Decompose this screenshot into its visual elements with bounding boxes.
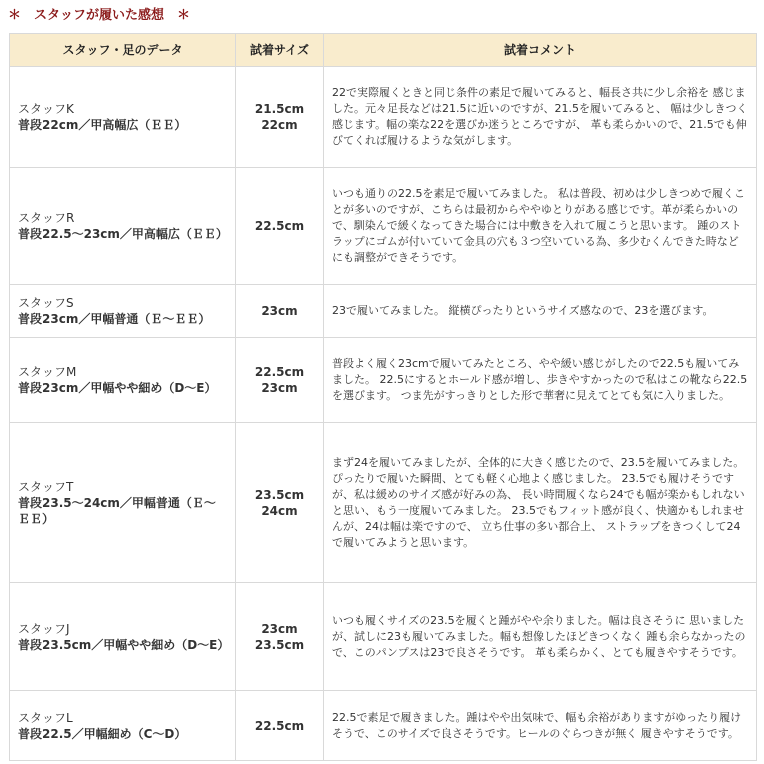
- staff-review-table: [9, 33, 757, 761]
- staff-name: スタッフS: [18, 296, 74, 310]
- comment-cell: まず24を履いてみましたが、全体的に大きく感じたので、23.5を履いてみました。 ぴったりで履いた瞬間、とても軽く心地よく感じました。 23.5でも履けそうですが、私は緩めのサイズ感が好みの為、 長い時間履くなら24でも幅が楽かもしれないと思い、もう一度履いてみました。 23.5でもフィット感が良く、快適かもしれませんが、24は幅は楽ですので、 立ち仕事の多い都合上、 ストラップをきつくして24で履いてみようと思います。: [324, 423, 757, 583]
- size-value: 22.5cm: [254, 219, 305, 233]
- header-comment: 試着コメント: [324, 34, 757, 67]
- table-row: [10, 67, 757, 168]
- size-value: 22.5cm: [254, 718, 305, 733]
- size-cell: [236, 67, 324, 168]
- header-staff: スタッフ・足のデータ: [10, 34, 236, 67]
- size-value: 24cm: [261, 503, 298, 518]
- comment-cell: 普段よく履く23cmで履いてみたところ、やや緩い感じがしたので22.5も履いてみました。 22.5にするとホールド感が増し、歩きやすかったので私はこの靴なら22.5を選びます。 つま先がすっきりとした形で華奢に見えてとても気に入りました。: [324, 338, 757, 423]
- size-cell: [236, 583, 324, 691]
- comment-cell: 23で履いてみました。 縦横ぴったりというサイズ感なので、23を選びます。: [324, 285, 757, 338]
- size-cell: [236, 285, 324, 338]
- size-cell: [236, 691, 324, 761]
- staff-name: スタッフJ: [18, 621, 70, 636]
- table-row: [10, 583, 757, 691]
- staff-cell: [10, 691, 236, 761]
- header-size: 試着サイズ: [236, 34, 324, 67]
- staff-cell: [10, 338, 236, 423]
- staff-foot-spec: 普段22.5～23cm／甲高幅広（ＥＥ）: [18, 227, 228, 241]
- staff-name: スタッフL: [18, 710, 73, 725]
- comment-cell: 22で実際履くときと同じ条件の素足で履いてみると、幅長さ共に少し余裕を 感じました。元々足長などは21.5に近いのですが、21.5を履いてみると、 幅は少しきつく感じます。幅の楽な22を選びか迷うところですが、 革も柔らかいので、21.5でも伸びてくれば履けるような気がします。: [324, 67, 757, 168]
- size-value: 22.5cm: [254, 365, 305, 379]
- staff-cell: [10, 168, 236, 285]
- table-row: [10, 168, 757, 285]
- size-value: 23cm: [261, 621, 298, 636]
- size-value: 23cm: [261, 381, 298, 395]
- size-value: 23.5cm: [254, 637, 305, 652]
- staff-cell: [10, 423, 236, 583]
- staff-foot-spec: 普段22cm／甲高幅広（ＥＥ）: [18, 118, 187, 132]
- comment-cell: いつも履くサイズの23.5を履くと踵がやや余りました。幅は良さそうに 思いましたが、試しに23も履いてみました。幅も想像したほどきつくなく 踵も余らなかったので、このパンプスは23で良さそうです。 革も柔らかく、とても履きやすそうです。: [324, 583, 757, 691]
- staff-foot-spec: 普段22.5／甲幅細め（C～D）: [18, 726, 187, 741]
- staff-foot-spec: 普段23.5cm／甲幅やや細め（D～E）: [18, 637, 230, 652]
- comment-cell: 22.5で素足で履きました。踵はやや出気味で、幅も余裕がありますがゆったり履けそうで、このサイズで良さそうです。ヒールのぐらつきが無く 履きやすそうです。: [324, 691, 757, 761]
- table-row: [10, 423, 757, 583]
- size-value: 22cm: [261, 118, 298, 132]
- table-row: [10, 338, 757, 423]
- staff-name: スタッフK: [18, 102, 74, 116]
- comment-cell: いつも通りの22.5を素足で履いてみました。 私は普段、初めは少しきつめで履くことが多いのですが、こちらは最初からややゆとりがある感じです。革が柔らかいので、馴染んで緩くなってきた場合には中敷きを入れて履こうと思います。 踵のストラップにゴムが付いていて金具の穴も３つ空いている為、多少むくんできた時などにも調整ができそうです。: [324, 168, 757, 285]
- size-cell: [236, 338, 324, 423]
- staff-name: スタッフM: [18, 365, 77, 379]
- staff-foot-spec: 普段23cm／甲幅やや細め（D～E）: [18, 381, 217, 395]
- staff-foot-spec: 普段23.5～24cm／甲幅普通（Ｅ～ＥＥ）: [18, 495, 216, 526]
- size-cell: [236, 423, 324, 583]
- size-cell: [236, 168, 324, 285]
- table-header-row: [10, 34, 757, 67]
- staff-name: スタッフR: [18, 211, 75, 225]
- size-value: 23.5cm: [254, 487, 305, 502]
- size-value: 23cm: [261, 304, 298, 318]
- staff-name: スタッフT: [18, 479, 74, 494]
- staff-cell: [10, 583, 236, 691]
- staff-cell: [10, 67, 236, 168]
- staff-foot-spec: 普段23cm／甲幅普通（Ｅ～ＥＥ）: [18, 312, 211, 326]
- size-value: 21.5cm: [254, 102, 305, 116]
- staff-cell: [10, 285, 236, 338]
- table-row: [10, 285, 757, 338]
- page-title: ＊ スタッフが履いた感想 ＊: [8, 8, 191, 23]
- table-row: [10, 691, 757, 761]
